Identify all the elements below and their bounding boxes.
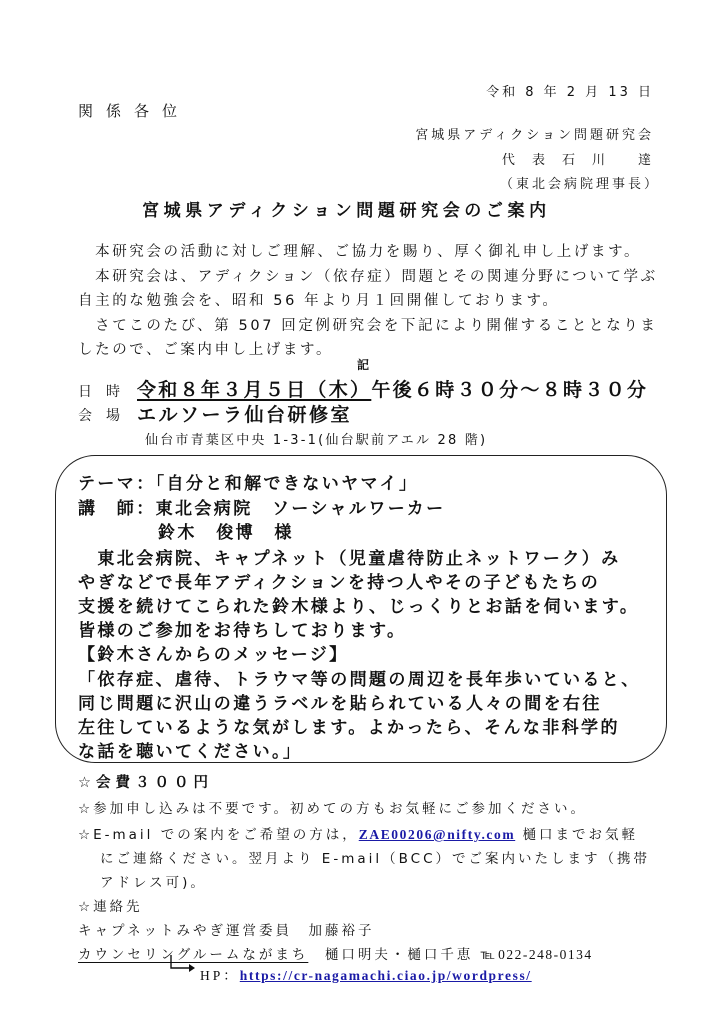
- message-line: な話を聴いてください。」: [78, 742, 303, 762]
- event-date: 令和８年３月５日（木）: [137, 379, 372, 401]
- homepage: [200, 964, 532, 984]
- counseling-name: カウンセリングルームながまち: [78, 947, 309, 963]
- description-line: 皆様のご参加をお待ちしております。: [78, 621, 407, 641]
- venue-label: 会場: [78, 408, 134, 424]
- fee-note: ☆会費３００円: [78, 775, 213, 791]
- datetime-label: 日時: [78, 384, 134, 400]
- description-line: 支援を続けてこられた鈴木様より、じっくりとお話を伺います。: [78, 597, 640, 617]
- sender-representative: [502, 149, 654, 168]
- document-title: 宮城県アディクション問題研究会のご案内: [142, 201, 551, 221]
- intro-text: 本研究会は、アディクション（依存症）問題とその関連分野について学ぶ: [95, 269, 658, 285]
- representative-role: （東北会病院理事長）: [499, 177, 660, 192]
- tel-label: ℡: [473, 947, 499, 963]
- email-note-line-2: にご連絡ください。翌月より E-mail（BCC）でご案内いたします（携帯: [100, 851, 650, 867]
- lecturer-name: 鈴木 俊博 様: [158, 523, 294, 543]
- intro-paragraph-2-line-2: 自主的な勉強会を、昭和 56 年より月１回開催しております。: [78, 293, 560, 309]
- email-note-line-1: [78, 823, 638, 843]
- venue-name: エルソーラ仙台研修室: [137, 404, 353, 426]
- email-link[interactable]: ZAE00206@nifty.com: [358, 827, 516, 842]
- hp-label: HP：: [200, 968, 240, 983]
- message-line: 同じ問題に沢山の違うラベルを貼られている人々の間を右往: [78, 694, 602, 714]
- lecturer: 講 師：東北会病院 ソーシャルワーカー: [78, 499, 446, 519]
- intro-paragraph-3-line-2: したので、ご案内申し上げます。: [78, 342, 334, 358]
- datetime-value: [137, 375, 648, 402]
- ki-heading: 記: [357, 358, 370, 372]
- rep-char: 代: [501, 153, 518, 168]
- homepage-link[interactable]: https://cr-nagamachi.ciao.jp/wordpress/: [239, 968, 532, 983]
- sender-organization: 宮城県アディクション問題研究会: [415, 128, 654, 143]
- theme: テーマ：「自分と和解できないヤマイ」: [78, 474, 419, 494]
- intro-paragraph-3-line-1: [78, 314, 657, 335]
- no-application-note: ☆参加申し込みは不要です。初めての方もお気軽にご参加ください。: [78, 801, 588, 817]
- message-line: 「依存症、虐待、トラウマ等の問題の周辺を長年歩いていると、: [78, 670, 641, 690]
- email-note-line-3: アドレス可)。: [100, 875, 207, 891]
- intro-text: 本研究会の活動に対しご理解、ご協力を賜り、厚く御礼申し上げます。: [95, 244, 642, 260]
- description-line: やぎなどで長年アディクションを持つ人やその子どもたちの: [78, 573, 601, 593]
- email-suffix: 樋口までお気軽: [515, 827, 639, 843]
- intro-paragraph-1: [78, 240, 641, 261]
- counseling-contact: [78, 943, 593, 963]
- rep-char: 石: [561, 153, 578, 168]
- counseling-people: 樋口明夫・樋口千恵: [308, 947, 474, 963]
- contact-heading: ☆連絡先: [78, 899, 143, 915]
- venue-address: 仙台市青葉区中央 1-3-1(仙台駅前アエル 28 階): [145, 433, 488, 448]
- capnet-contact: キャプネットみやぎ運営委員 加藤裕子: [78, 923, 375, 939]
- email-prefix: ☆E-mail での案内をご希望の方は，: [78, 827, 359, 843]
- intro-text: さてこのたび、第 507 回定例研究会を下記により開催することとなりま: [95, 318, 658, 334]
- document-date: 令和 8 年 2 月 13 日: [486, 85, 654, 100]
- event-time: 午後６時３０分～８時３０分: [371, 379, 649, 401]
- message-line: 左往しているような気がします。よかったら、そんな非科学的: [78, 718, 620, 738]
- rep-char: 達: [637, 153, 654, 168]
- rep-char: 川: [591, 153, 608, 168]
- tel-number: 022-248-0134: [498, 947, 593, 962]
- message-heading: 【鈴木さんからのメッセージ】: [78, 645, 349, 665]
- description-line: 東北会病院、キャプネット（児童虐待防止ネットワーク）み: [78, 549, 621, 569]
- rep-char: 表: [531, 153, 548, 168]
- intro-paragraph-2-line-1: [78, 265, 658, 286]
- arrow-right-icon: [170, 955, 196, 973]
- recipients: 関係各位: [78, 102, 191, 120]
